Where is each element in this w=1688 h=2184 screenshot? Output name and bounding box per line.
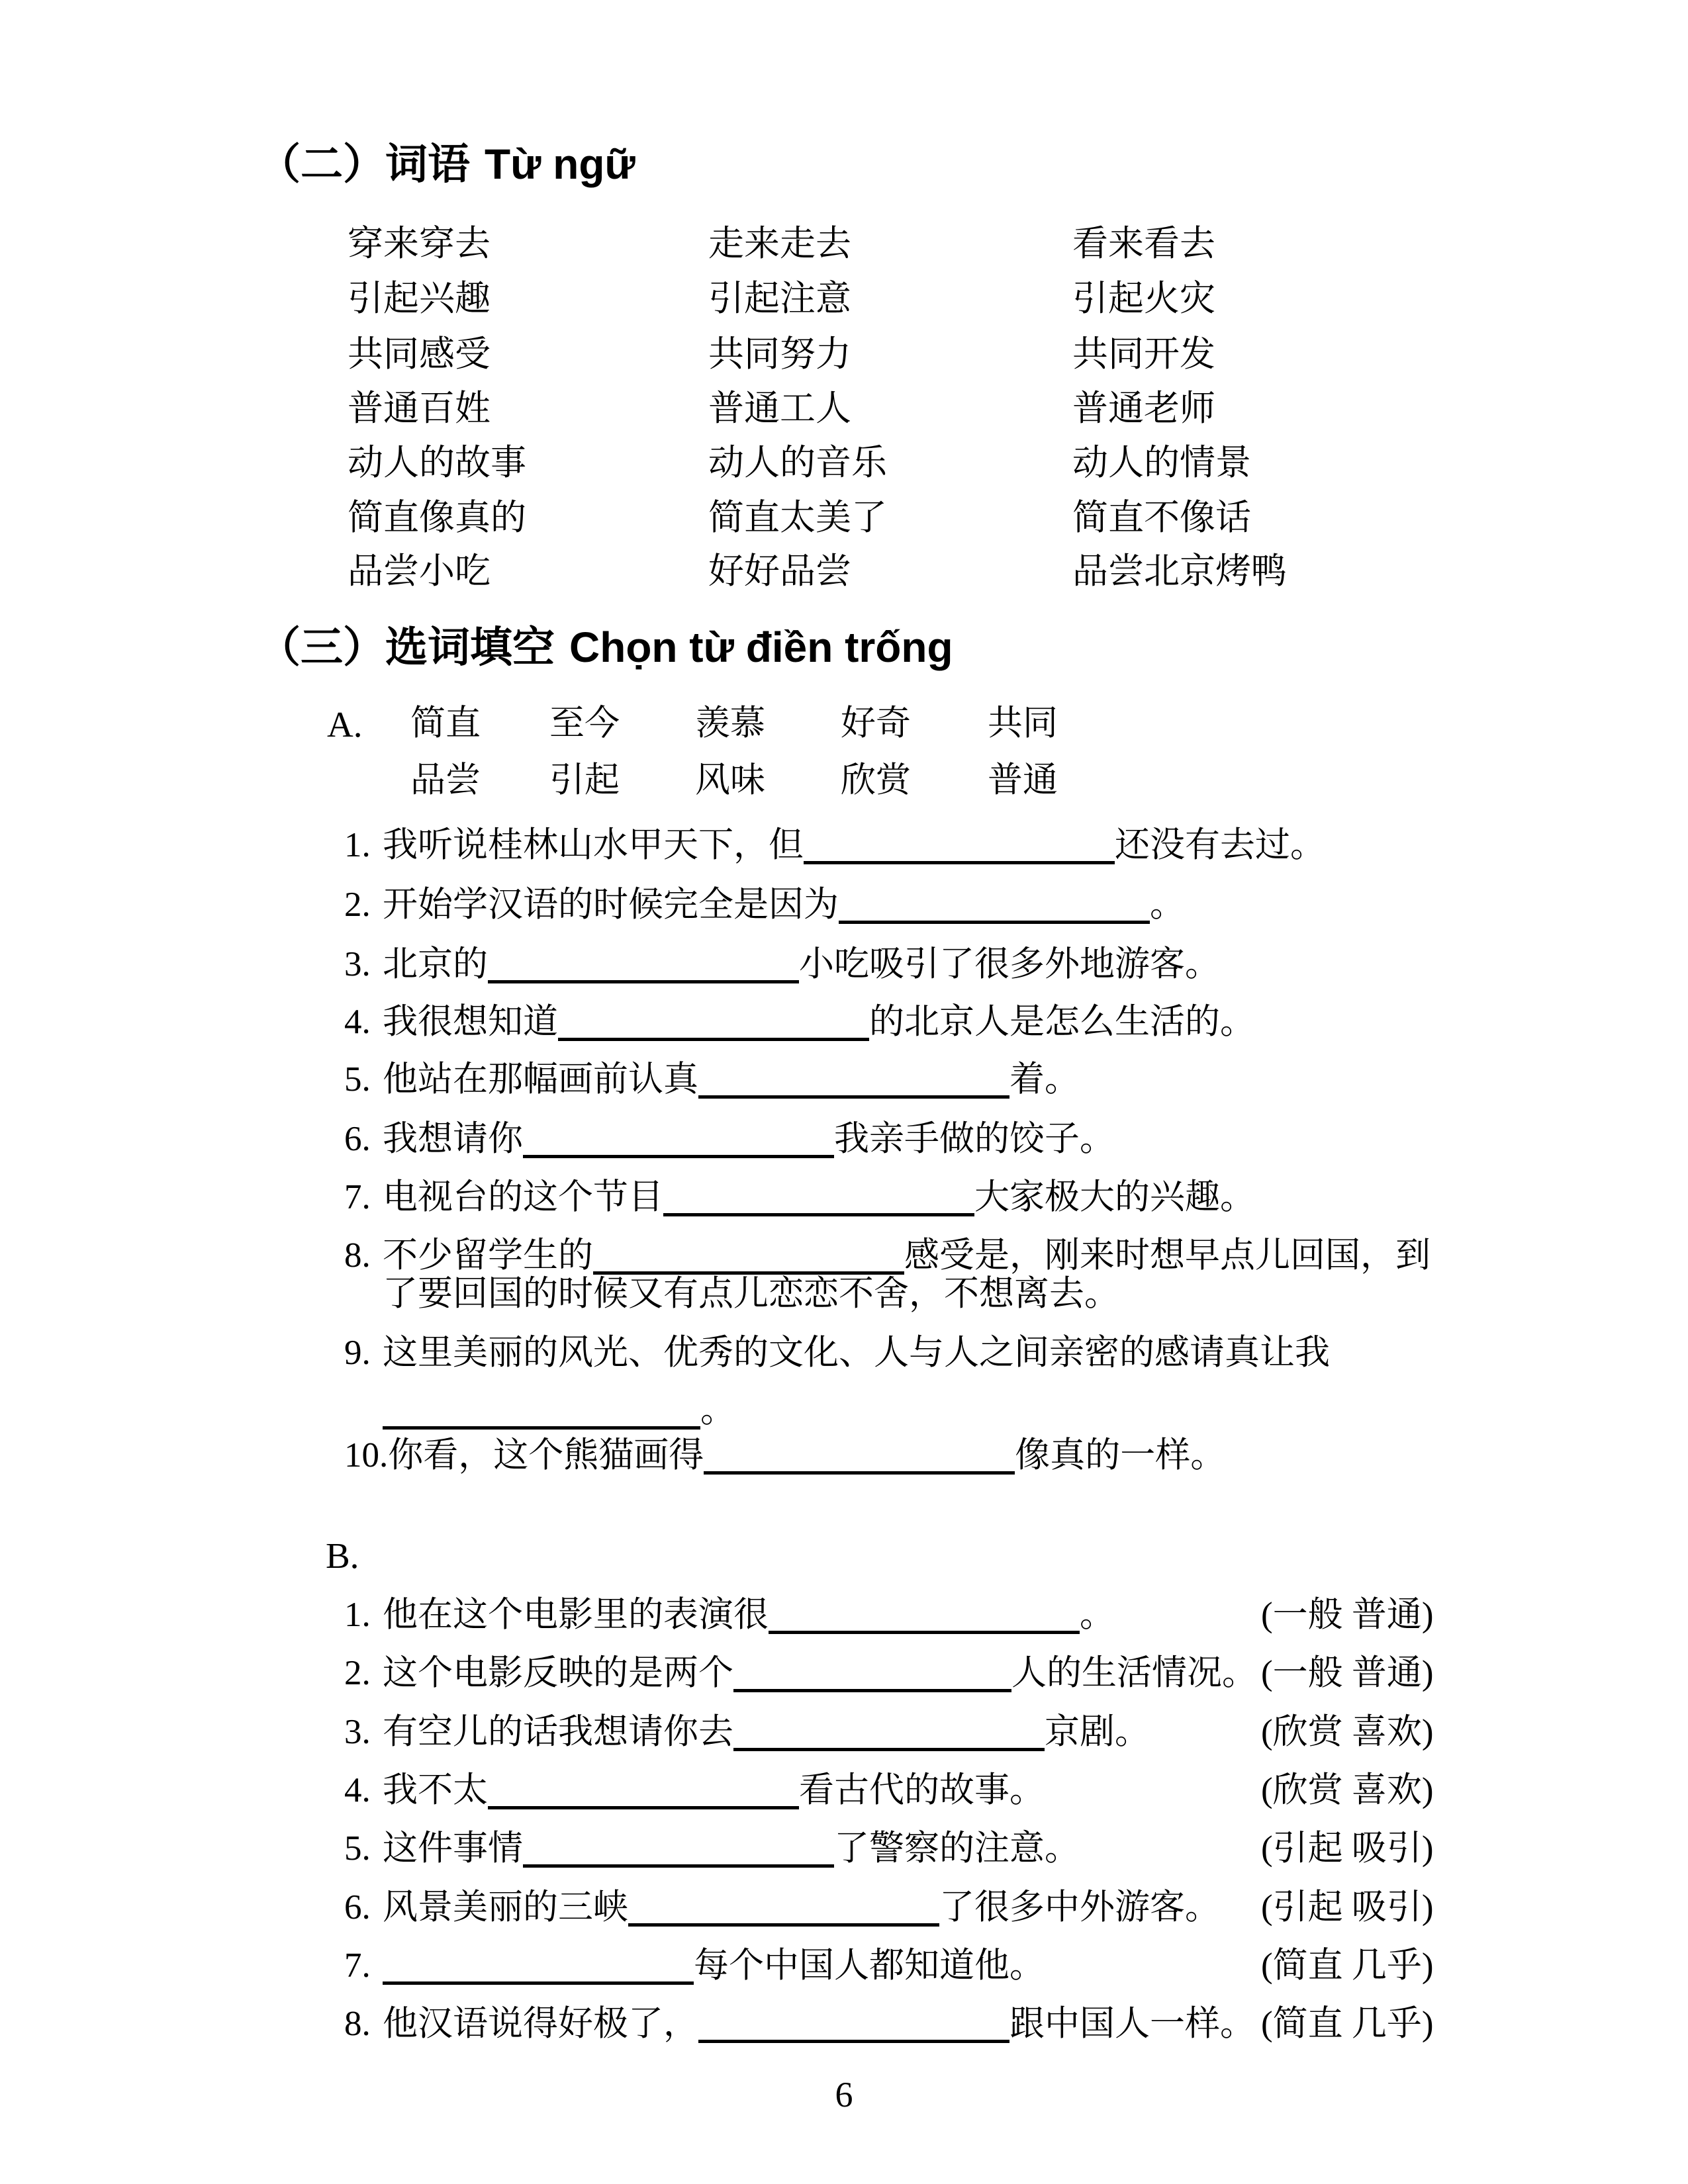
item-text-post: 小吃吸引了很多外地游客。 [799,945,1220,983]
vocab-item: 共同努力 [708,334,851,374]
item-text-post: 。 [1080,1596,1115,1634]
fill-in-blank [523,1829,834,1868]
fill-in-blank [704,1435,1015,1475]
item-number: 6. [344,1120,371,1158]
item-text-pre: 他站在那幅画前认真 [383,1060,698,1099]
vocab-item: 动人的故事 [348,443,526,482]
item-text-pre: 我听说桂林山水甲天下，但 [383,826,804,864]
word-bank-item: 风味 [695,761,765,799]
item-text: 这里美丽的风光、优秀的文化、人与人之间亲密的感请真让我 [383,1334,1330,1372]
vocab-item: 动人的情景 [1072,443,1251,482]
word-bank-item: 欣赏 [841,761,911,799]
item-text-pre: 他在这个电影里的表演很 [383,1596,769,1634]
vocab-item: 简直像真的 [348,498,526,537]
item-text-pre: 电视台的这个节目 [383,1178,663,1216]
item-text-pre: 北京的 [383,945,488,983]
fill-in-blank [733,1712,1045,1751]
item-number: 4. [344,1003,371,1041]
option-choices: (一般 普通) [1261,1596,1434,1634]
word-bank-item: 共同 [988,704,1058,743]
word-bank-item: 羡慕 [695,704,765,743]
section3-title-vi: Chọn từ điền trống [569,623,953,671]
section2-title [258,141,635,187]
exercise-item [344,1887,1220,1929]
word-bank-item: 简直 [410,704,481,743]
item-number: 7. [344,1946,371,1985]
vocab-item: 引起兴趣 [348,279,491,318]
option-choices: (欣赏 喜欢) [1261,1713,1434,1751]
section3-title [258,624,953,670]
item-number: 1. [344,1596,371,1634]
exercise-item-line2 [383,1390,735,1432]
word-bank-item: 好奇 [841,704,911,743]
exercise-item [344,1594,1115,1637]
item-text-pre: 你看，这个熊猫画得 [388,1436,704,1475]
page-number: 6 [835,2075,853,2115]
exercise-item [344,1435,1225,1477]
item-text-post: 。 [700,1391,735,1430]
item-text-post: 像真的一样。 [1015,1436,1226,1475]
item-text-pre: 我不太 [383,1771,488,1809]
option-choices: (引起 吸引) [1261,1829,1434,1868]
item-number: 2. [344,1654,371,1692]
section2-title-zh: （二）词语 [258,140,470,188]
exercise-item [344,1770,1045,1812]
item-number: 9. [344,1334,371,1372]
exercise-item [344,1118,1115,1161]
item-number: 1. [344,826,371,864]
section2-title-vi: Từ ngữ [485,140,635,188]
item-text-post: 每个中国人都知道他。 [694,1946,1045,1985]
word-bank-item: 品尝 [410,761,481,799]
item-text-pre: 我想请你 [383,1120,523,1158]
part-a-label: A. [327,704,363,745]
vocab-item: 共同感受 [348,334,491,374]
exercise-item [344,2003,1255,2046]
fill-in-blank [769,1595,1080,1634]
part-b-label: B. [326,1535,359,1576]
exercise-item [344,825,1325,867]
fill-in-blank [593,1236,904,1275]
vocab-item: 普通工人 [708,388,851,428]
item-number: 8. [344,1236,371,1275]
fill-in-blank [488,1770,799,1809]
fill-in-blank [383,1946,694,1985]
item-text-post: 。 [1150,886,1185,924]
vocab-item: 简直不像话 [1072,498,1251,537]
item-text-post: 的北京人是怎么生活的。 [869,1003,1255,1041]
vocab-item: 普通老师 [1072,388,1215,428]
option-choices: (引起 吸引) [1261,1888,1434,1927]
item-text-pre: 开始学汉语的时候完全是因为 [383,886,839,924]
vocab-item: 好好品尝 [708,551,851,591]
vocab-item: 普通百姓 [348,388,491,428]
item-number: 7. [344,1178,371,1216]
exercise-item [344,1059,1080,1101]
fill-in-blank [698,1060,1009,1099]
word-bank-item: 至今 [549,704,620,743]
option-choices: (简直 几乎) [1261,1946,1434,1985]
fill-in-blank [698,2004,1009,2043]
fill-in-blank [733,1653,1011,1692]
fill-in-blank [804,825,1115,864]
exercise-item [344,1828,1080,1870]
item-number: 2. [344,886,371,924]
item-text-pre: 他汉语说得好极了， [383,2005,698,2043]
item-text-post: 了警察的注意。 [834,1829,1080,1868]
fill-in-blank [663,1177,974,1216]
exercise-item-line2: 了要回国的时候又有点儿恋恋不舍，不想离去。 [383,1275,1119,1313]
item-number: 3. [344,1713,371,1751]
vocab-item: 看来看去 [1072,224,1215,263]
section3-title-zh: （三）选词填空 [258,623,555,671]
exercise-item [344,1653,1257,1695]
fill-in-blank [523,1119,834,1158]
exercise-item [344,1177,1255,1219]
option-choices: (简直 几乎) [1261,2005,1434,2043]
item-text-pre: 不少留学生的 [383,1236,593,1275]
fill-in-blank [628,1888,939,1927]
vocab-item: 引起火灾 [1072,279,1215,318]
vocab-item: 品尝北京烤鸭 [1072,551,1287,591]
item-text-post: 跟中国人一样。 [1009,2005,1255,2043]
exercise-item [344,1235,1430,1277]
vocab-item: 引起注意 [708,279,851,318]
item-text-pre: 我很想知道 [383,1003,558,1041]
vocab-item: 共同开发 [1072,334,1215,374]
vocab-item: 走来走去 [708,224,851,263]
fill-in-blank [383,1390,700,1430]
item-text-post: 看古代的故事。 [799,1771,1045,1809]
exercise-item [344,944,1220,986]
item-number: 5. [344,1060,371,1099]
item-number: 10. [344,1436,389,1475]
item-text-pre: 这个电影反映的是两个 [383,1654,733,1692]
item-number: 4. [344,1771,371,1809]
item-text-post: 了很多中外游客。 [939,1888,1220,1927]
fill-in-blank [839,885,1150,924]
exercise-item [344,1945,1045,1987]
fill-in-blank [488,944,799,983]
word-bank-item: 普通 [988,761,1058,799]
vocab-item: 穿来穿去 [348,224,491,263]
item-text-pre: 有空儿的话我想请你去 [383,1713,733,1751]
item-text-post: 着。 [1009,1060,1080,1099]
item-number: 3. [344,945,371,983]
exercise-item [344,1001,1255,1044]
item-text-post: 人的生活情况。 [1011,1654,1257,1692]
vocab-item: 动人的音乐 [708,443,887,482]
item-text-pre: 风景美丽的三峡 [383,1888,628,1927]
item-number: 6. [344,1888,371,1927]
option-choices: (欣赏 喜欢) [1261,1771,1434,1809]
exercise-item [344,884,1185,927]
vocab-item: 简直太美了 [708,498,887,537]
exercise-item [344,1711,1150,1754]
item-text-post: 大家极大的兴趣。 [974,1178,1255,1216]
exercise-item [344,1332,1330,1375]
item-number: 8. [344,2005,371,2043]
word-bank-item: 引起 [549,761,620,799]
item-number: 5. [344,1829,371,1868]
vocab-item: 品尝小吃 [348,551,491,591]
fill-in-blank [558,1002,869,1041]
item-text-post: 感受是，刚来时想早点儿回国，到 [904,1236,1430,1275]
item-text-post: 京剧。 [1045,1713,1150,1751]
item-text-pre: 这件事情 [383,1829,523,1868]
item-text-post: 还没有去过。 [1115,826,1325,864]
option-choices: (一般 普通) [1261,1654,1434,1692]
item-text-post: 我亲手做的饺子。 [834,1120,1115,1158]
